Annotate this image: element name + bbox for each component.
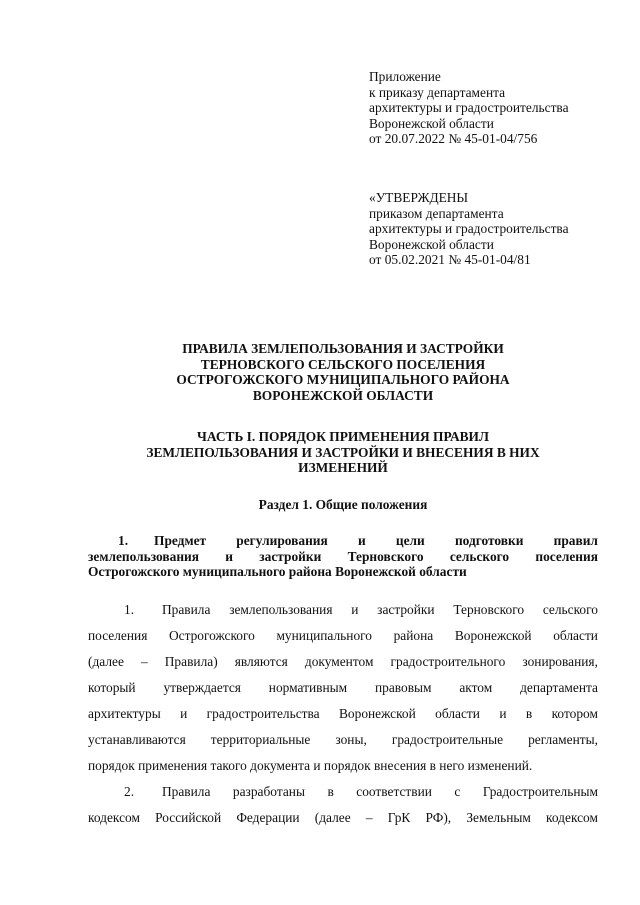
word: соответствии (356, 784, 432, 799)
word: который (88, 680, 136, 695)
word: градостроительного (390, 654, 506, 669)
article-heading-line (88, 564, 598, 580)
word: с (454, 784, 461, 799)
word: и (499, 706, 507, 721)
word: сельского (542, 602, 598, 617)
approved-line: Воронежской области (369, 236, 494, 252)
word: департамента (520, 680, 598, 695)
word: утверждается (163, 680, 241, 695)
paragraph-line-text: порядок применения такого документа и порядок внесения в него изменений. (88, 758, 533, 773)
word: поселения (535, 548, 598, 564)
appendix-line: Приложение (369, 69, 441, 84)
word: разработаны (232, 784, 305, 799)
word: Российской (155, 810, 222, 825)
word: Земельным (466, 810, 531, 825)
word: нормативным (268, 680, 348, 695)
word: подготовки (454, 533, 524, 548)
word: правил (553, 533, 598, 548)
word: и (357, 533, 366, 548)
paragraph-line (88, 675, 598, 701)
paragraph-line (88, 623, 598, 649)
paragraph-line (88, 779, 598, 805)
document-title (88, 341, 598, 403)
body-text (88, 597, 598, 831)
word: актом (459, 680, 493, 695)
word: цели (395, 533, 425, 548)
part-line: ЧАСТЬ I. ПОРЯДОК ПРИМЕНЕНИЯ ПРАВИЛ (197, 429, 489, 444)
part-line: ЗЕМЛЕПОЛЬЗОВАНИЯ И ЗАСТРОЙКИ И ВНЕСЕНИЯ В НИХ (146, 444, 540, 460)
approved-line: приказом департамента (369, 205, 504, 221)
word: Острогожского (168, 628, 255, 643)
word: регламенты, (528, 732, 598, 747)
word: регулирования (236, 533, 328, 548)
word: Воронежской (339, 706, 416, 721)
word: правовым (374, 680, 432, 695)
section-heading (88, 497, 598, 513)
word: устанавливаются (88, 732, 186, 747)
word: Правила (162, 602, 211, 617)
word: архитектуры (88, 706, 161, 721)
word: документом (304, 654, 374, 669)
article-number: 1. (118, 533, 129, 548)
appendix-stamp (369, 69, 619, 147)
word: и (351, 602, 359, 617)
appendix-line: Воронежской области (369, 115, 494, 131)
word: сельского (449, 548, 510, 564)
word: муниципального (276, 628, 373, 643)
word: – (140, 654, 148, 669)
part-line: ИЗМЕНЕНИЙ (298, 460, 388, 476)
approved-line: «УТВЕРЖДЕНЫ (369, 190, 469, 205)
appendix-line: архитектуры и градостроительства (369, 100, 569, 116)
paragraph-line (88, 727, 598, 753)
approved-stamp (369, 190, 619, 268)
word: ГрК (387, 810, 411, 825)
paragraph-line (88, 805, 598, 831)
word: градостроительные (391, 732, 504, 747)
word: Правила) (164, 654, 218, 669)
word: Градостроительным (482, 784, 598, 799)
paragraph-line (88, 649, 598, 675)
word: территориальные (210, 732, 311, 747)
article-heading-line (88, 533, 598, 549)
word: Федерации (236, 810, 300, 825)
word: Терновского (453, 602, 525, 617)
word: зонирования, (522, 654, 598, 669)
word: кодексом (88, 810, 140, 825)
word: в (327, 784, 334, 799)
word: поселения (88, 628, 148, 643)
approved-line: от 05.02.2021 № 45-01-04/81 (369, 252, 531, 268)
word: застройки (377, 602, 435, 617)
part-heading (88, 429, 598, 476)
section-title: Раздел 1. Общие положения (258, 497, 428, 512)
article-heading (88, 533, 598, 580)
word: застройки (259, 548, 322, 564)
word: Правила (162, 784, 211, 799)
word: котором (551, 706, 598, 721)
word: (далее (88, 654, 124, 669)
word: Предмет (154, 533, 207, 548)
word: и (225, 548, 233, 564)
word: РФ), (425, 810, 452, 825)
word: – (365, 810, 373, 825)
article-heading-text: Острогожского муниципального района Воронежской области (88, 564, 467, 580)
title-line: ПРАВИЛА ЗЕМЛЕПОЛЬЗОВАНИЯ И ЗАСТРОЙКИ (182, 341, 504, 356)
word: градостроительства (206, 706, 320, 721)
word: землепользования (229, 602, 333, 617)
word: являются (234, 654, 288, 669)
paragraph-number: 1. (124, 602, 135, 617)
word: зоны, (335, 732, 367, 747)
paragraph-line (88, 597, 598, 623)
word: Терновского (347, 548, 424, 564)
word: и (180, 706, 188, 721)
title-line: ТЕРНОВСКОГО СЕЛЬСКОГО ПОСЕЛЕНИЯ (200, 356, 486, 372)
word: области (553, 628, 598, 643)
word: (далее (314, 810, 351, 825)
word: в (525, 706, 533, 721)
paragraph-number: 2. (124, 784, 135, 799)
paragraph-line (88, 701, 598, 727)
appendix-line: от 20.07.2022 № 45-01-04/756 (369, 131, 538, 147)
word: землепользования (88, 548, 199, 564)
title-line: ОСТРОГОЖСКОГО МУНИЦИПАЛЬНОГО РАЙОНА (176, 372, 510, 388)
word: кодексом (546, 810, 598, 825)
article-heading-line (88, 549, 598, 565)
word: района (393, 628, 434, 643)
paragraph-line (88, 753, 598, 779)
approved-line: архитектуры и градостроительства (369, 221, 569, 237)
appendix-line: к приказу департамента (369, 84, 506, 100)
word: области (435, 706, 480, 721)
word: Воронежской (454, 628, 532, 643)
title-line: ВОРОНЕЖСКОЙ ОБЛАСТИ (252, 387, 434, 403)
